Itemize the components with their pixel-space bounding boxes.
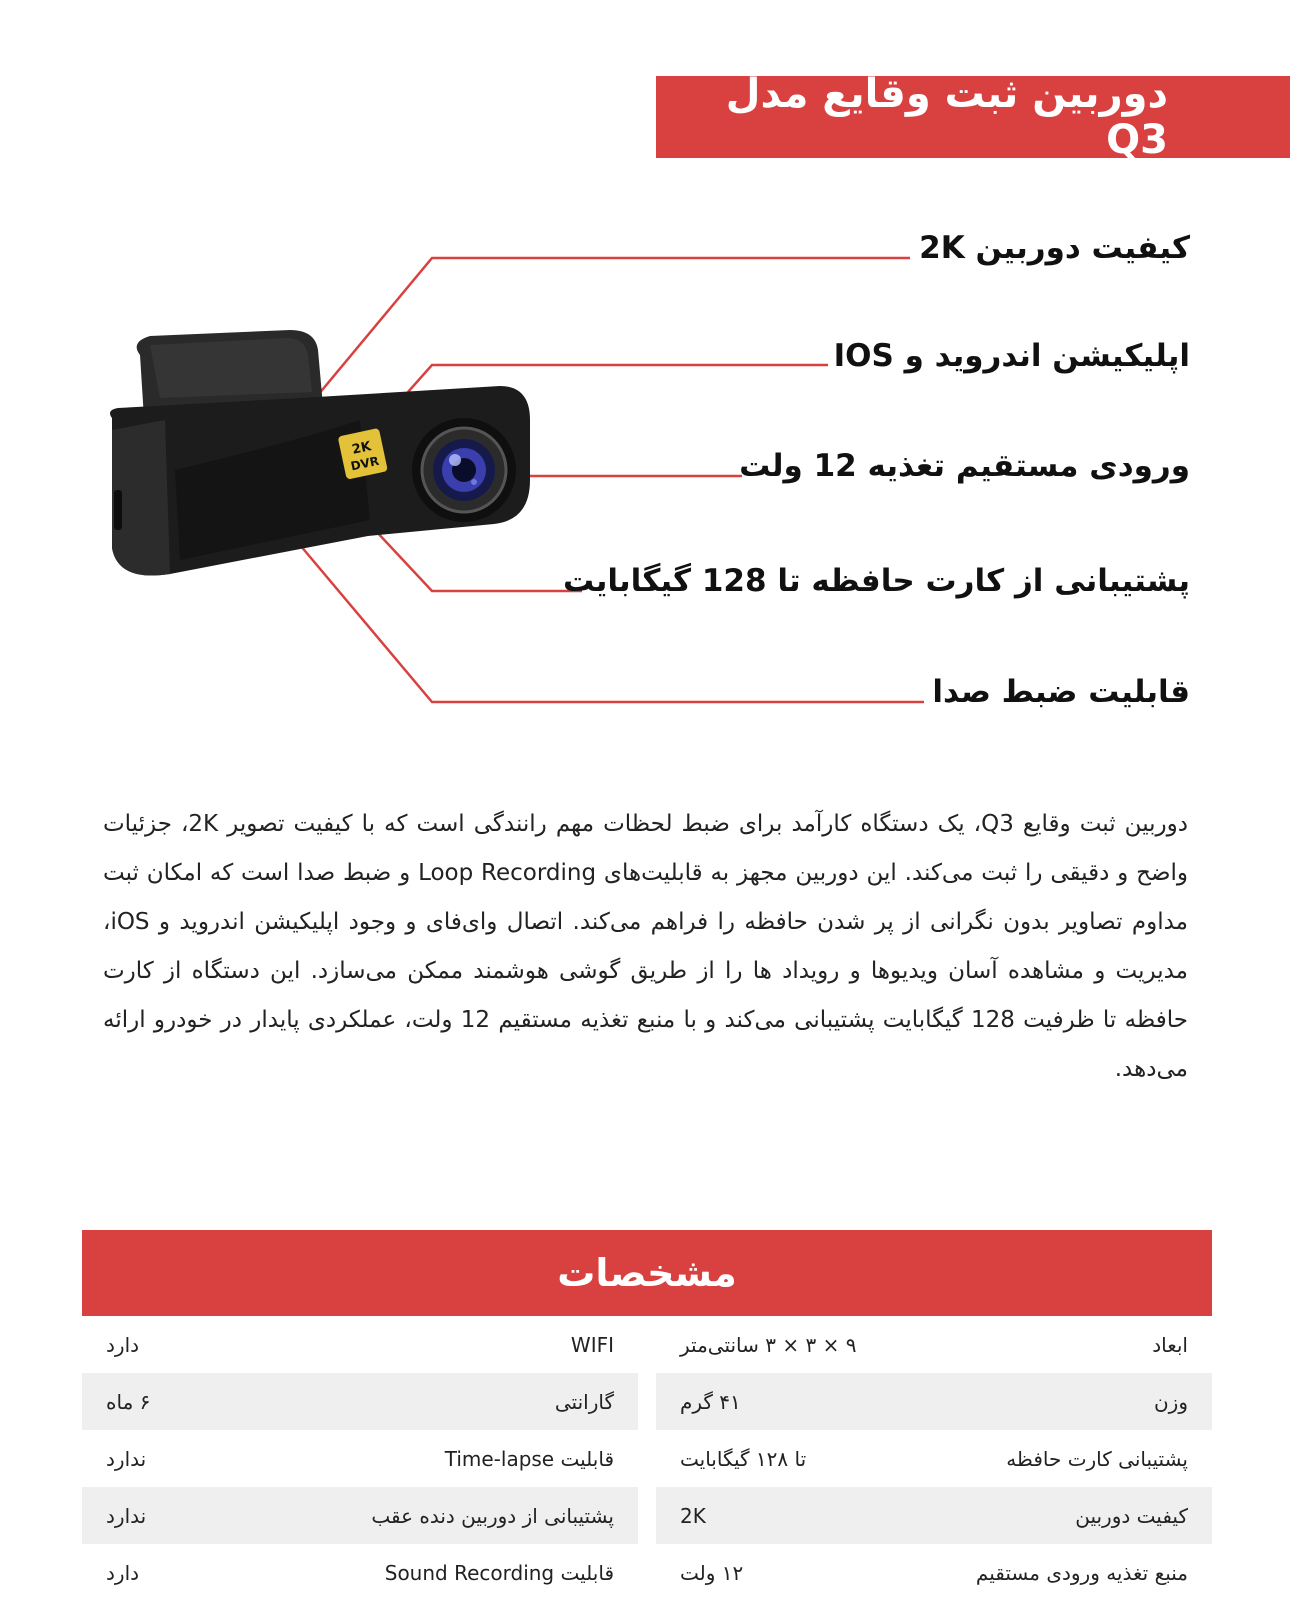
badge-line1: 2K xyxy=(350,439,373,458)
spec-value: دارد xyxy=(106,1332,140,1357)
spec-row xyxy=(82,1487,1212,1544)
feature-app-support: اپلیکیشن اندروید و IOS xyxy=(833,338,1190,374)
spec-value: ۴۱ گرم xyxy=(680,1389,741,1414)
spec-row xyxy=(82,1430,1212,1487)
spec-key: کیفیت دوربین xyxy=(1075,1503,1188,1528)
spec-key: قابلیت Sound Recording xyxy=(384,1560,614,1585)
spec-value: ۱۲ ولت xyxy=(680,1560,744,1585)
spec-key: منبع تغذیه ورودی مستقیم xyxy=(975,1560,1188,1585)
dvr-badge xyxy=(338,428,388,480)
spec-value: ۹ × ۳ × ۳ سانتی‌متر xyxy=(680,1332,857,1357)
spec-value: تا ۱۲۸ گیگابایت xyxy=(680,1446,807,1471)
spec-key: پشتیبانی کارت حافظه xyxy=(1006,1446,1188,1471)
spec-row xyxy=(82,1544,1212,1601)
spec-value: 2K xyxy=(680,1503,706,1528)
badge-line2: DVR xyxy=(349,453,381,474)
spec-row xyxy=(82,1316,1212,1373)
page-title: دوربین ثبت وقایع مدل Q3 xyxy=(725,71,1168,163)
product-description: دوربین ثبت وقایع Q3، یک دستگاه کارآمد برای ضبط لحظات مهم رانندگی است که با کیفیت تصویر 2K، جزئیات واضح و دقیقی را ثبت می‌کند. این دوربین مجهز به قابلیت‌های Loop Recording و ضبط صدا است که امکان ثبت مداوم تصاویر بدون نگرانی از پر شدن حافظه را فراهم می‌کند. اتصال وای‌فای و وجود اپلیکیشن اندروید و iOS، مدیریت و مشاهده آسان ویدیوها و رویداد ها را از طریق گوشی هوشمند ممکن می‌سازد. این دستگاه از کارت حافظه تا ظرفیت 128 گیگابایت پشتیبانی می‌کند و با منبع تغذیه مستقیم 12 ولت، عملکردی پایدار در خودرو ارائه می‌دهد. xyxy=(103,811,1188,1082)
feature-camera-quality: کیفیت دوربین 2K xyxy=(919,230,1190,266)
spec-key: ابعاد xyxy=(1152,1332,1188,1357)
specs-header xyxy=(82,1230,1212,1316)
feature-audio-recording: قابلیت ضبط صدا xyxy=(932,674,1190,710)
spec-value: دارد xyxy=(106,1560,140,1585)
spec-key: پشتیبانی از دوربین دنده عقب xyxy=(371,1503,614,1528)
spec-key: گارانتی xyxy=(554,1389,614,1414)
specs-table xyxy=(82,1316,1212,1601)
spec-value: ندارد xyxy=(106,1446,147,1471)
spec-value: ۶ ماه xyxy=(106,1389,151,1414)
spec-key: WIFI xyxy=(570,1332,614,1357)
feature-memory-card: پشتیبانی از کارت حافظه تا 128 گیگابایت xyxy=(562,563,1190,599)
spec-key: قابلیت Time-lapse xyxy=(444,1446,614,1471)
spec-value: ندارد xyxy=(106,1503,147,1528)
specs-title: مشخصات xyxy=(557,1251,737,1295)
spec-row xyxy=(82,1373,1212,1430)
spec-key: وزن xyxy=(1153,1389,1188,1414)
feature-power-input: ورودی مستقیم تغذیه 12 ولت xyxy=(739,448,1190,484)
camera-illustration xyxy=(0,0,1290,760)
